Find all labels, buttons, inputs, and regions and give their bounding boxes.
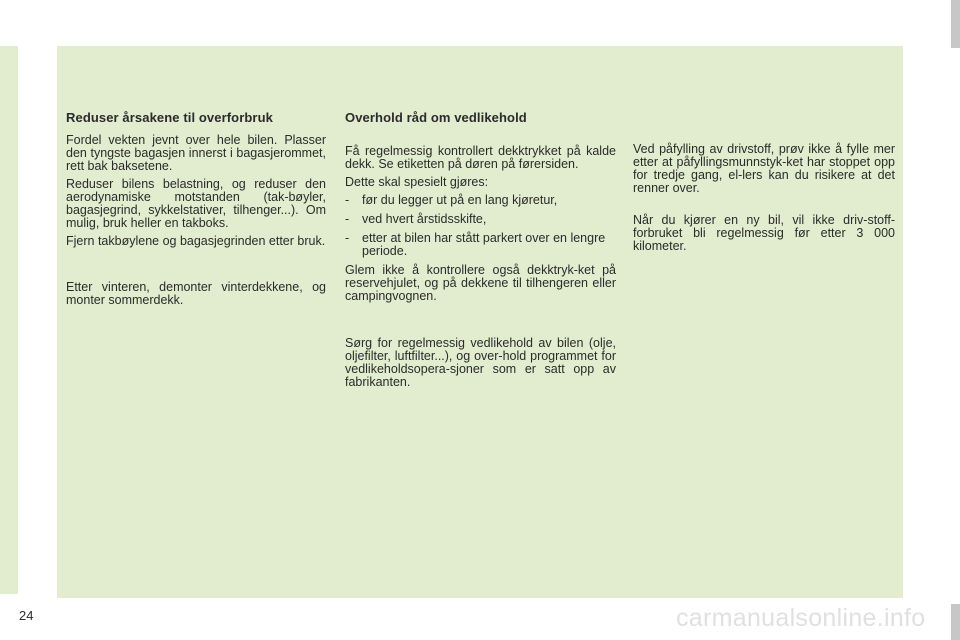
paragraph: Dette skal spesielt gjøres:: [345, 175, 489, 189]
column-maintenance: [345, 111, 616, 394]
paragraph: Glem ikke å kontrollere også dekktryk-ket på reservehjulet, og på dekkene til tilhengeren eller campingvognen.: [345, 263, 616, 303]
scrollbar-thumb-top[interactable]: [951, 0, 960, 48]
left-margin-strip: [0, 46, 18, 594]
paragraph: Når du kjører en ny bil, vil ikke driv-stoff-forbruket bli regelmessig før etter 3 000 kilometer.: [633, 213, 895, 253]
list-item: - før du legger ut på en lang kjøretur,: [345, 194, 616, 207]
page-number: 24: [19, 608, 34, 623]
paragraph: Fjern takbøylene og bagasjegrinden etter bruk.: [66, 234, 326, 248]
column-fuel: [633, 143, 895, 258]
paragraph: Ved påfylling av drivstoff, prøv ikke å fylle mer etter at påfyllingsmunnstyk-ket har stoppet opp for tredje gang, el-lers kan du risikere at det renner over.: [633, 142, 895, 195]
paragraph: Reduser bilens belastning, og reduser den aerodynamiske motstanden (tak-bøyler, bagasjegrind, sykkelstativer, tilhenger...). Om mulig, bruk heller en takboks.: [66, 177, 326, 230]
paragraph: Etter vinteren, demonter vinterdekkene, og monter sommerdekk.: [66, 280, 326, 307]
list-item: - etter at bilen har stått parkert over en lengre periode.: [345, 232, 616, 258]
section-title-maintenance: Overhold råd om vedlikehold: [345, 110, 527, 125]
paragraph: Fordel vekten jevnt over hele bilen. Plasser den tyngste bagasjen innerst i bagasjerommet, rett bak baksetene.: [66, 133, 326, 173]
column-overconsumption: [66, 111, 326, 312]
paragraph: Få regelmessig kontrollert dekktrykket på kalde dekk. Se etiketten på døren på førersiden.: [345, 144, 616, 171]
watermark: carmanualsonline.info: [676, 604, 926, 632]
section-title-overconsumption: Reduser årsakene til overforbruk: [66, 110, 273, 125]
checklist: [345, 194, 616, 258]
paragraph: Sørg for regelmessig vedlikehold av bilen (olje, oljefilter, luftfilter...), og over-hold programmet for vedlikeholdsopera-sjoner som er satt opp av fabrikanten.: [345, 336, 616, 389]
list-item: - ved hvert årstidsskifte,: [345, 213, 616, 226]
scrollbar-thumb-bottom[interactable]: [951, 604, 960, 640]
